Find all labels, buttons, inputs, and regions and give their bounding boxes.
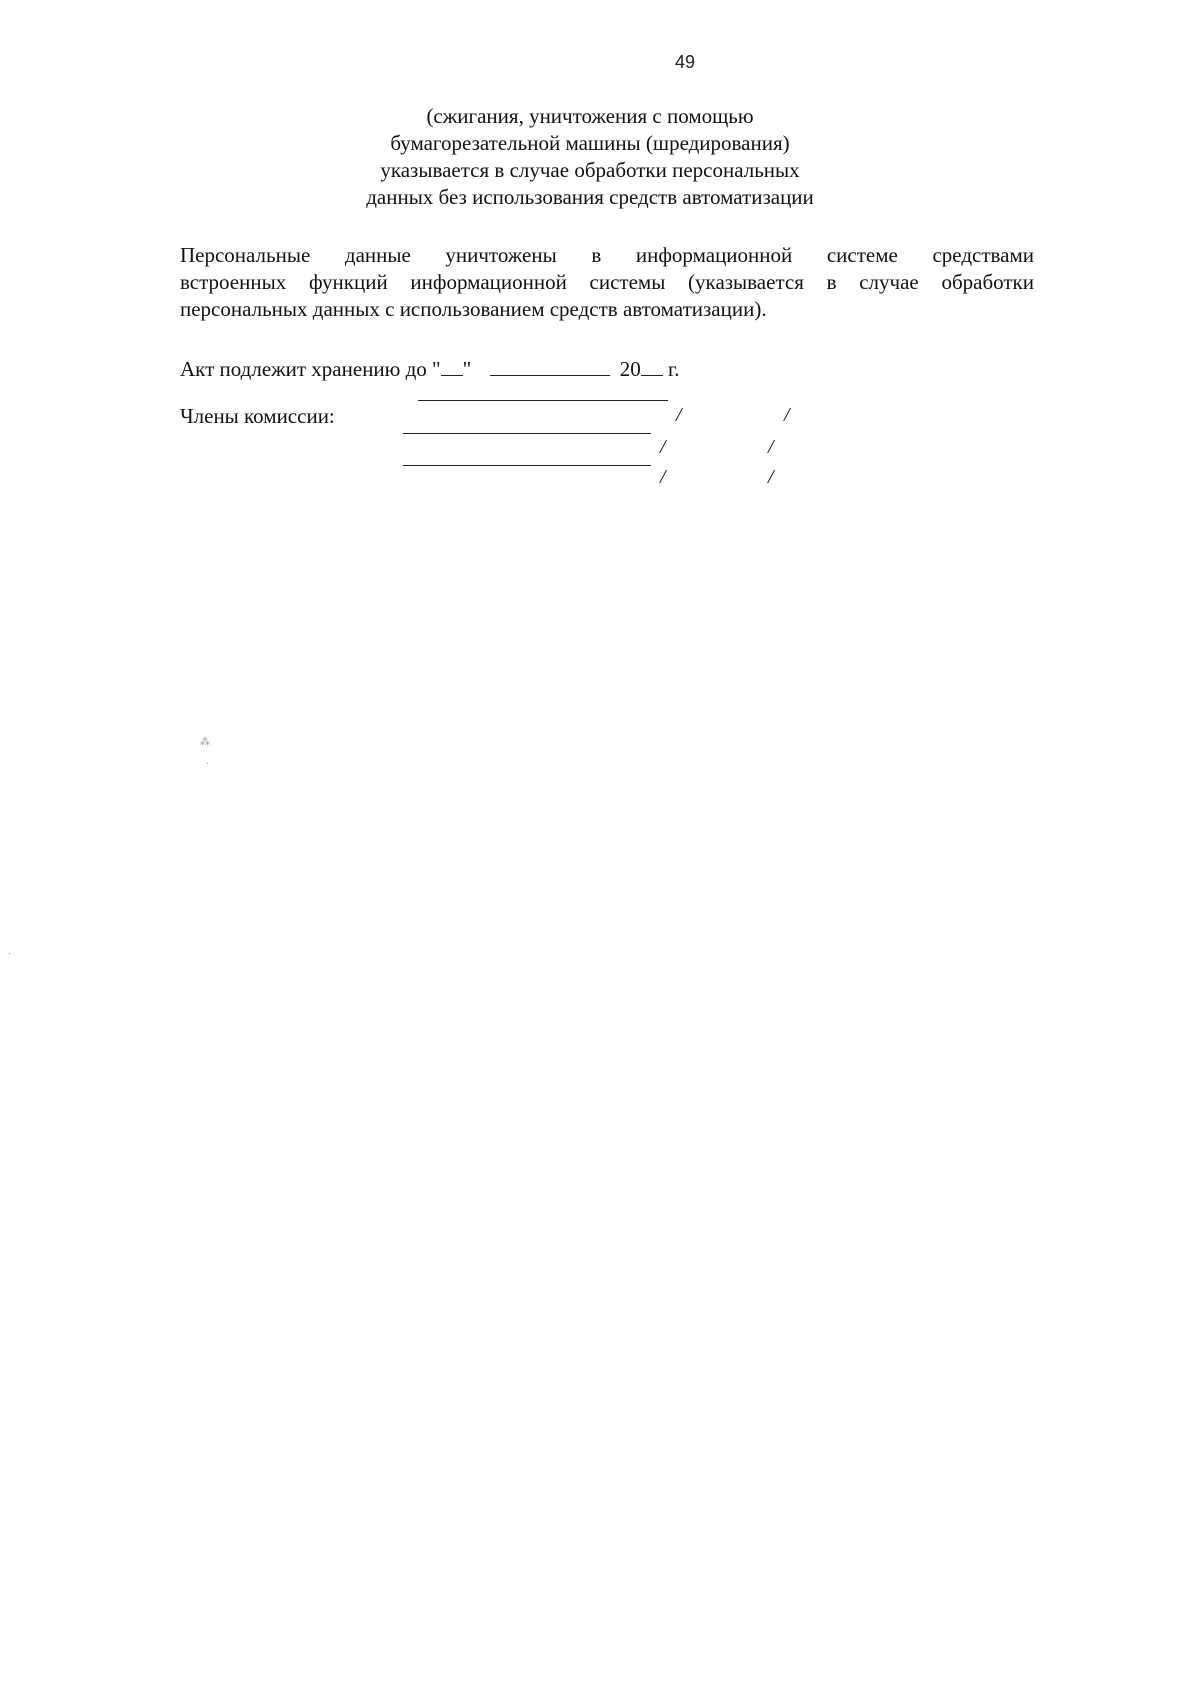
page-number: 49 — [674, 52, 696, 72]
caption-line: (сжигания, уничтожения с помощью — [426, 104, 754, 128]
storage-line — [180, 356, 679, 383]
storage-year-prefix: 20 — [619, 357, 641, 381]
signature-line — [418, 400, 668, 401]
caption-block — [330, 103, 850, 211]
day-blank — [441, 356, 463, 376]
scan-speck: · — [206, 759, 210, 770]
slash: / — [784, 404, 790, 426]
slash: / — [768, 436, 774, 458]
destruction-paragraph — [180, 242, 1034, 323]
slash: / — [660, 466, 666, 488]
paragraph-line: Персональные данные уничтожены в информационной системе средствами — [180, 243, 1034, 267]
month-blank — [490, 356, 610, 376]
slash: / — [676, 404, 682, 426]
storage-mid: " — [462, 357, 472, 381]
slash: / — [768, 466, 774, 488]
signature-line — [403, 465, 651, 466]
year-blank — [641, 356, 663, 376]
scan-speck: · — [8, 949, 12, 960]
slash: / — [660, 436, 666, 458]
storage-prefix: Акт подлежит хранению до " — [180, 357, 441, 381]
members-label: Члены комиссии: — [180, 404, 335, 428]
caption-line: данных без использования средств автоматизации — [366, 185, 814, 209]
signature-line — [403, 433, 651, 434]
caption-line: бумагорезательной машины (шредирования) — [390, 131, 790, 155]
storage-suffix: г. — [667, 357, 680, 381]
scan-speck: ⁂ — [200, 737, 210, 748]
caption-line: указывается в случае обработки персональных — [380, 158, 800, 182]
paragraph-line: встроенных функций информационной системы (указывается в случае обработки — [180, 270, 1034, 294]
paragraph-line: персональных данных с использованием средств автоматизации). — [180, 297, 767, 321]
